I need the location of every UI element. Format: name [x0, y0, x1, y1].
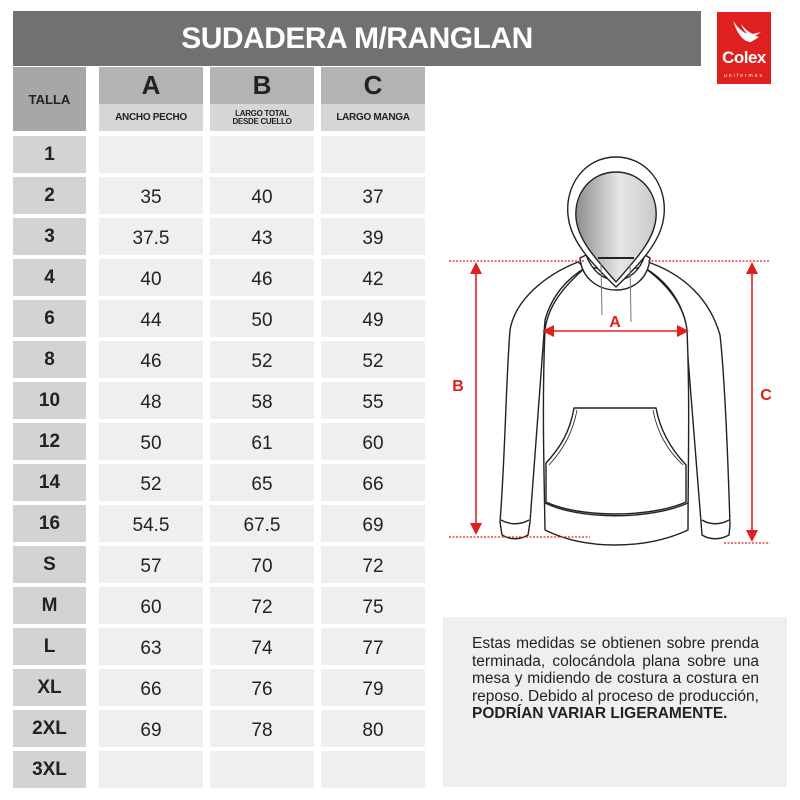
total-length-cell-text: 78: [251, 719, 273, 741]
size-cell-text: 2XL: [32, 717, 67, 739]
total-length-cell-text: 72: [251, 596, 273, 618]
chest-width-cell-text: 60: [140, 596, 162, 618]
sleeve-length-cell: [321, 177, 425, 214]
total-length-cell-text: 70: [251, 555, 273, 577]
total-length-cell: [210, 587, 314, 624]
column-c-letter-text: C: [363, 70, 383, 100]
sleeve-length-cell: [321, 300, 425, 337]
total-length-cell-text: 65: [251, 473, 273, 495]
size-cell-text: 16: [38, 512, 61, 534]
total-length-cell-text: 74: [251, 637, 273, 659]
sleeve-length-cell: [321, 628, 425, 665]
chest-width-cell-text: 54.5: [132, 514, 170, 536]
size-cell-text: 2: [44, 184, 55, 206]
sleeve-length-cell: [321, 751, 425, 788]
sleeve-length-cell-text: 66: [362, 473, 384, 495]
size-cell: [13, 300, 86, 337]
sleeve-length-cell: [321, 669, 425, 706]
total-length-cell: [210, 259, 314, 296]
sleeve-length-cell-text: 75: [362, 596, 384, 618]
sleeve-length-cell-text: 39: [362, 227, 384, 249]
size-cell: [13, 505, 86, 542]
size-cell: [13, 136, 86, 173]
chest-width-cell: [99, 136, 203, 173]
size-cell: [13, 218, 86, 255]
size-cell: [13, 751, 86, 788]
size-cell: [13, 341, 86, 378]
sleeve-length-cell-text: 52: [362, 350, 384, 372]
column-b-label-line2: DESDE CUELLO: [232, 116, 292, 126]
size-cell-text: L: [43, 635, 56, 657]
label-a: A: [609, 314, 621, 331]
sleeve-length-cell: [321, 546, 425, 583]
chest-width-cell-text: 35: [140, 186, 162, 208]
size-cell: [13, 628, 86, 665]
sleeve-length-cell: [321, 136, 425, 173]
total-length-cell: [210, 177, 314, 214]
total-length-cell: [210, 710, 314, 747]
hoodie-icon: [500, 157, 730, 545]
size-cell-text: 6: [44, 307, 55, 329]
chest-width-cell: [99, 546, 203, 583]
sleeve-length-cell-text: 80: [362, 719, 384, 741]
total-length-cell: [210, 546, 314, 583]
total-length-cell-text: 43: [251, 227, 273, 249]
sleeve-length-cell-text: 55: [362, 391, 384, 413]
size-cell: [13, 464, 86, 501]
chest-width-cell-text: 48: [140, 391, 162, 413]
chest-width-cell: [99, 382, 203, 419]
sleeve-length-cell: [321, 710, 425, 747]
size-cell-text: 3: [44, 225, 55, 247]
sleeve-length-cell-text: 79: [362, 678, 384, 700]
column-a-label-text: ANCHO PECHO: [115, 112, 187, 123]
chest-width-cell-text: 52: [140, 473, 162, 495]
total-length-cell: [210, 136, 314, 173]
label-c: C: [760, 387, 772, 404]
page-title: [13, 11, 701, 66]
total-length-cell: [210, 751, 314, 788]
size-cell: [13, 587, 86, 624]
chest-width-cell: [99, 505, 203, 542]
chest-width-cell-text: 50: [140, 432, 162, 454]
sleeve-length-cell-text: 49: [362, 309, 384, 331]
size-cell-text: 14: [38, 471, 61, 493]
total-length-cell-text: 61: [251, 432, 273, 454]
chest-width-cell: [99, 423, 203, 460]
chest-width-cell: [99, 259, 203, 296]
column-b-label-line1: LARGO TOTAL: [235, 108, 289, 118]
chest-width-cell-text: 66: [140, 678, 162, 700]
size-cell-text: 1: [44, 143, 55, 165]
column-b-letter-text: B: [252, 70, 272, 100]
size-cell: [13, 669, 86, 706]
chest-width-cell: [99, 587, 203, 624]
sleeve-length-cell-text: 60: [362, 432, 384, 454]
sleeve-length-cell: [321, 382, 425, 419]
size-cell: [13, 259, 86, 296]
hoodie-diagram: [440, 140, 800, 560]
column-b-letter: [210, 67, 314, 104]
total-length-cell-text: 40: [251, 186, 273, 208]
size-cell-text: XL: [37, 676, 62, 698]
total-length-cell: [210, 464, 314, 501]
chest-width-cell: [99, 218, 203, 255]
total-length-cell: [210, 628, 314, 665]
sleeve-length-cell-text: 42: [362, 268, 384, 290]
column-a-letter-text: A: [141, 70, 161, 100]
column-a-letter: [99, 67, 203, 104]
chest-width-cell: [99, 710, 203, 747]
total-length-cell: [210, 669, 314, 706]
size-cell-text: 8: [44, 348, 55, 370]
brand-logo: [717, 12, 771, 84]
total-length-cell-text: 67.5: [243, 514, 281, 536]
chest-width-cell-text: 40: [140, 268, 162, 290]
size-cell-text: 4: [44, 266, 55, 288]
sleeve-length-cell-text: 77: [362, 637, 384, 659]
size-cell-text: S: [43, 553, 56, 575]
size-cell: [13, 423, 86, 460]
size-cell-text: M: [41, 594, 58, 616]
column-b-label: [210, 104, 314, 131]
chest-width-cell-text: 37.5: [132, 227, 170, 249]
column-a-label: [99, 104, 203, 131]
chest-width-cell: [99, 464, 203, 501]
chest-width-cell-text: 57: [140, 555, 162, 577]
sleeve-length-cell-text: 69: [362, 514, 384, 536]
sleeve-length-cell: [321, 464, 425, 501]
sleeve-length-cell: [321, 259, 425, 296]
sleeve-length-cell: [321, 423, 425, 460]
total-length-cell: [210, 218, 314, 255]
brand-name: Colex: [722, 48, 766, 67]
size-header-text: TALLA: [28, 91, 71, 107]
size-cell: [13, 382, 86, 419]
chest-width-cell: [99, 177, 203, 214]
column-c-label-text: LARGO MANGA: [336, 112, 410, 123]
sleeve-length-cell: [321, 218, 425, 255]
total-length-cell-text: 50: [251, 309, 273, 331]
size-cell: [13, 177, 86, 214]
page-title-text: SUDADERA M/RANGLAN: [181, 21, 533, 55]
total-length-cell-text: 52: [251, 350, 273, 372]
total-length-cell: [210, 423, 314, 460]
size-column-header: [13, 67, 86, 131]
sleeve-length-cell: [321, 587, 425, 624]
sleeve-length-cell: [321, 505, 425, 542]
size-cell-text: 3XL: [32, 758, 67, 780]
total-length-cell-text: 58: [251, 391, 273, 413]
total-length-cell-text: 76: [251, 678, 273, 700]
total-length-cell: [210, 341, 314, 378]
sleeve-length-cell-text: 72: [362, 555, 384, 577]
size-cell: [13, 710, 86, 747]
measurement-note: [443, 617, 787, 787]
size-cell-text: 10: [38, 389, 61, 411]
total-length-cell: [210, 382, 314, 419]
note-text: Estas medidas se obtienen sobre prenda terminada, colocándola plana sobre una mesa y midiendo de costura a costura en reposo. Debido al proceso de producción,: [472, 635, 759, 705]
chest-width-cell-text: 46: [140, 350, 162, 372]
chest-width-cell-text: 44: [140, 309, 162, 331]
chest-width-cell-text: 63: [140, 637, 162, 659]
chest-width-cell: [99, 300, 203, 337]
label-b: B: [452, 378, 464, 395]
chest-width-cell: [99, 628, 203, 665]
chest-width-cell: [99, 751, 203, 788]
total-length-cell-text: 46: [251, 268, 273, 290]
chest-width-cell: [99, 341, 203, 378]
column-c-label: [321, 104, 425, 131]
note-emphasis: PODRÍAN VARIAR LIGERAMENTE.: [472, 705, 728, 722]
total-length-cell: [210, 505, 314, 542]
sleeve-length-cell: [321, 341, 425, 378]
sleeve-length-cell-text: 37: [362, 186, 384, 208]
total-length-cell: [210, 300, 314, 337]
bird-wing-icon: [727, 18, 763, 48]
column-c-letter: [321, 67, 425, 104]
brand-tagline: uniformes: [724, 73, 764, 79]
chest-width-cell-text: 69: [140, 719, 162, 741]
size-cell: [13, 546, 86, 583]
chest-width-cell: [99, 669, 203, 706]
size-cell-text: 12: [38, 430, 61, 452]
